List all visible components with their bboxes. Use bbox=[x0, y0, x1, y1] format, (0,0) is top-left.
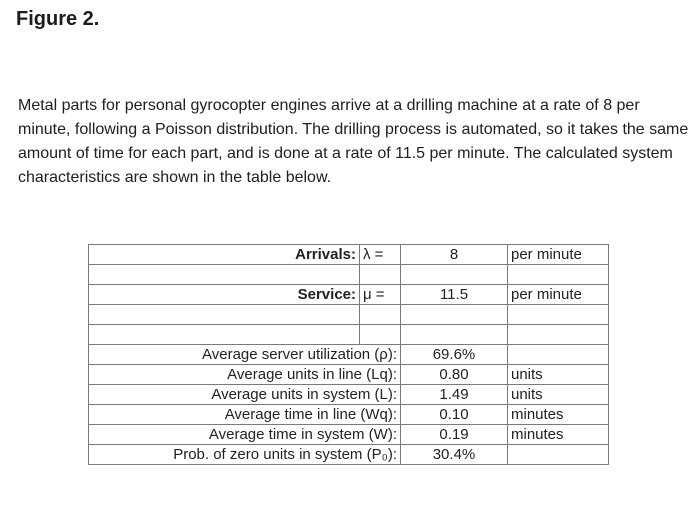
spacer-row bbox=[89, 305, 609, 325]
stat-unit: minutes bbox=[508, 425, 609, 445]
stat-unit: minutes bbox=[508, 405, 609, 425]
service-value: 11.5 bbox=[401, 285, 508, 305]
service-unit: per minute bbox=[508, 285, 609, 305]
spacer-row bbox=[89, 325, 609, 345]
stat-unit: units bbox=[508, 365, 609, 385]
problem-paragraph: Metal parts for personal gyrocopter engines arrive at a drilling machine at a rate of 8 per minute, following a Poisson distribution. The drilling process is automated, so it takes the same amount of time for each part, and is done at a rate of 11.5 per minute. The calculated system characteristics are shown in the table below. bbox=[18, 97, 689, 186]
stat-row-units-in-system bbox=[89, 385, 609, 405]
stat-value: 69.6% bbox=[401, 345, 508, 365]
stat-row-time-in-line bbox=[89, 405, 609, 425]
stat-row-time-in-system bbox=[89, 425, 609, 445]
stat-value: 30.4% bbox=[401, 445, 508, 465]
arrivals-value: 8 bbox=[401, 245, 508, 265]
stat-label: Average time in system (W): bbox=[89, 425, 401, 445]
stat-row-utilization bbox=[89, 345, 609, 365]
spacer-row bbox=[89, 265, 609, 285]
stat-label: Average time in line (Wq): bbox=[89, 405, 401, 425]
stat-unit: units bbox=[508, 385, 609, 405]
arrivals-unit: per minute bbox=[508, 245, 609, 265]
system-characteristics-table bbox=[88, 244, 609, 465]
stat-label: Average units in system (L): bbox=[89, 385, 401, 405]
service-row bbox=[89, 285, 609, 305]
service-label: Service: bbox=[89, 285, 360, 305]
figure-title: Figure 2. bbox=[16, 8, 100, 30]
stat-row-units-in-line bbox=[89, 365, 609, 385]
stat-label: Average server utilization (ρ): bbox=[89, 345, 401, 365]
stat-row-prob-zero bbox=[89, 445, 609, 465]
stat-value: 0.10 bbox=[401, 405, 508, 425]
stat-value: 0.19 bbox=[401, 425, 508, 445]
lambda-symbol: λ = bbox=[360, 245, 401, 265]
arrivals-label: Arrivals: bbox=[89, 245, 360, 265]
arrivals-row bbox=[89, 245, 609, 265]
stat-unit bbox=[508, 445, 609, 465]
stat-value: 1.49 bbox=[401, 385, 508, 405]
stat-value: 0.80 bbox=[401, 365, 508, 385]
stat-unit bbox=[508, 345, 609, 365]
stat-label: Prob. of zero units in system (P₀): bbox=[89, 445, 401, 465]
mu-symbol: μ = bbox=[360, 285, 401, 305]
stat-label: Average units in line (Lq): bbox=[89, 365, 401, 385]
